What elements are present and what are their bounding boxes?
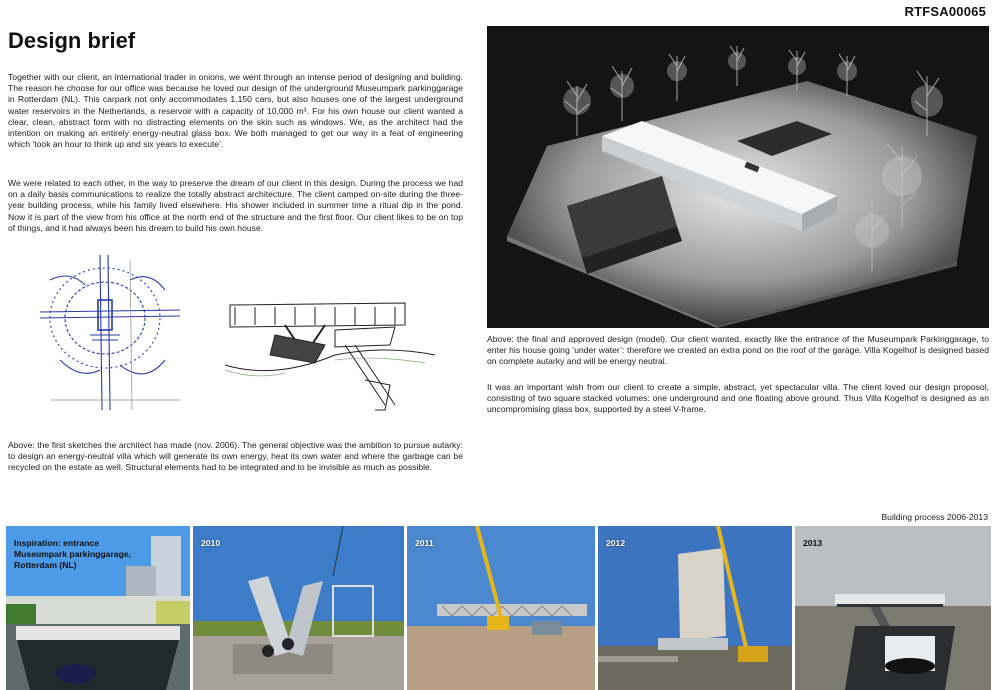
page-title: Design brief: [8, 28, 136, 53]
sketch-caption: Above: the first sketches the architect has made (nov. 2006). The general objective was the ambition to pursue autarky: to design an energy-neutral villa which will generate its own energy, heat its own water and where the garbage can be recycled on the estate as well. Structural elements had to be integrated and to be invisible as much as possible.: [8, 440, 463, 473]
completed-villa-photo-2013: [795, 526, 991, 690]
inspiration-photo: [6, 526, 190, 690]
photo-caption-2011: 2011: [415, 538, 434, 548]
photo-caption-2013: 2013: [803, 538, 823, 548]
intro-paragraph: Together with our client, an international trader in onions, we went through an intense period of designing and building. The reason he choose for our office was because he loved our design of the underground Museumpark parkinggarage in Rotterdam (NL). This carpark not only accommodates 1.150 cars, but also houses one of the largest underground water reservoirs in the Netherlands, a reservoir with a capacity of 10,000 m³. For his own house our client wanted a clear, clean, abstract form with no distracting elements on the skin such as windows. We, as the architect had the intention on making an entirely energy-neutral glass box. We both managed to get our way in a feat of engineering which ‘took an hour to think up and six years to execute’.: [8, 72, 463, 150]
model-photo: [487, 26, 989, 328]
construction-photo-2011: [407, 526, 595, 690]
construction-photo-2012: [598, 526, 792, 690]
section-sketch-image: [215, 285, 445, 425]
photo-caption-inspiration: Inspiration: entrance Museumpark parkinggarage, Rotterdam (NL): [14, 538, 132, 570]
photo-caption-2010: 2010: [201, 538, 221, 548]
process-paragraph: We were related to each other, in the way to preserve the dream of our client in this design. During the process we had on a daily basis communications to realize the totally abstract architecture. The client camped on-site during the three-year building process, while his family lived elsewhere. His shower included in summer time a ritual dip in the pond. Now it is part of the view from his office at the north end of the structure and the first floor. Our client likes to be on top of things, and it had always been his dream to build his own house.: [8, 178, 463, 233]
design-description: It was an important wish from our client to create a simple, abstract, yet spectacular villa. The client loved our design proposol, consisting of two square stacked volumes: one underground and one floating above ground. Thus Villa Kogelhof is designed as an uncompromising glass box, supported by a steel V-frame.: [487, 382, 989, 415]
model-caption: Above: the final and approved design (model). Our client wanted, exactly like the entrance of the Museumpark Parkinggarage, to enter his house going ‘under water’: therefore we created an extra pond on the roof of the garage. Villa Kogelhof is designed based on complete autarky and will be energy neutral.: [487, 334, 989, 367]
plan-sketch-image: [30, 250, 190, 420]
construction-photo-2010: [193, 526, 404, 690]
document-code: RTFSA00065: [904, 4, 986, 19]
photo-caption-2012: 2012: [606, 538, 626, 548]
building-process-label: Building process 2006-2013: [881, 512, 988, 522]
